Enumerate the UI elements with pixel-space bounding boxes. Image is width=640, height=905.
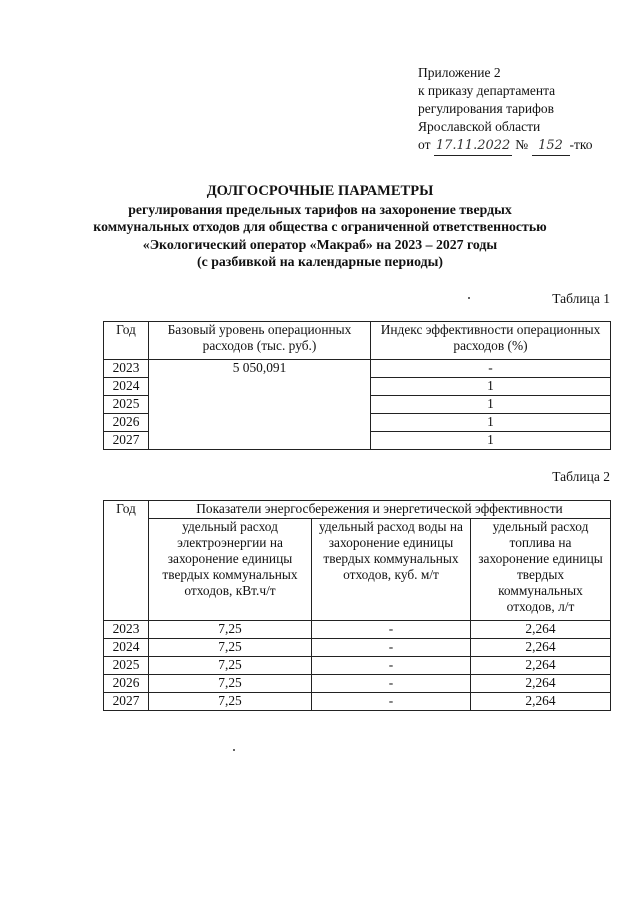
year-cell: 2026 — [104, 675, 149, 693]
header-electricity: удельный расход электроэнергии на захоронение единицы твердых коммунальных отходов, кВт.ч/т — [149, 519, 312, 621]
water-cell: - — [312, 639, 471, 657]
appendix-line: регулирования тарифов — [418, 101, 555, 116]
appendix-line: Ярославской области — [418, 119, 541, 134]
table-row — [104, 639, 611, 657]
header-base-level: Базовый уровень операционных расходов (тыс. руб.) — [149, 322, 371, 360]
header-water: удельный расход воды на захоронение единицы твердых коммунальных отходов, куб. м/т — [312, 519, 471, 621]
water-cell: - — [312, 621, 471, 639]
index-cell: 1 — [371, 396, 611, 414]
scan-speck — [468, 297, 470, 299]
fuel-cell: 2,264 — [471, 657, 611, 675]
table-row — [104, 360, 611, 378]
year-cell: 2027 — [104, 693, 149, 711]
table-row — [104, 675, 611, 693]
appendix-block — [418, 64, 593, 156]
order-number-sign: № — [515, 137, 529, 152]
table2-caption: Таблица 2 — [552, 469, 610, 484]
electricity-cell: 7,25 — [149, 675, 312, 693]
scan-speck — [233, 749, 235, 751]
header-year: Год — [104, 501, 149, 621]
header-group: Показатели энергосбережения и энергетической эффективности — [149, 501, 611, 519]
order-date: 17.11.2022 — [434, 137, 512, 156]
table-row — [104, 693, 611, 711]
fuel-cell: 2,264 — [471, 693, 611, 711]
title-line: регулирования предельных тарифов на захоронение твердых — [128, 201, 512, 217]
year-cell: 2025 — [104, 657, 149, 675]
year-cell: 2024 — [104, 378, 149, 396]
document-title — [0, 183, 640, 271]
water-cell: - — [312, 693, 471, 711]
fuel-cell: 2,264 — [471, 621, 611, 639]
table1-caption: Таблица 1 — [552, 291, 610, 306]
year-cell: 2025 — [104, 396, 149, 414]
index-cell: - — [371, 360, 611, 378]
fuel-cell: 2,264 — [471, 639, 611, 657]
table-subheader-row — [104, 519, 611, 621]
year-cell: 2023 — [104, 360, 149, 378]
order-number: 152 — [532, 137, 570, 156]
electricity-cell: 7,25 — [149, 657, 312, 675]
appendix-line: Приложение 2 — [418, 65, 501, 80]
table-row — [104, 657, 611, 675]
header-year: Год — [104, 322, 149, 360]
water-cell: - — [312, 657, 471, 675]
order-prefix: от — [418, 137, 431, 152]
table-header-row — [104, 501, 611, 519]
index-cell: 1 — [371, 378, 611, 396]
table-energy-efficiency — [103, 500, 611, 711]
electricity-cell: 7,25 — [149, 621, 312, 639]
electricity-cell: 7,25 — [149, 639, 312, 657]
electricity-cell: 7,25 — [149, 693, 312, 711]
title-line: коммунальных отходов для общества с ограниченной ответственностью — [93, 219, 547, 235]
year-cell: 2027 — [104, 432, 149, 450]
year-cell: 2024 — [104, 639, 149, 657]
order-reference — [418, 136, 593, 156]
header-fuel: удельный расход топлива на захоронение единицы твердых коммунальных отходов, л/т — [471, 519, 611, 621]
base-level-cell: 5 050,091 — [149, 360, 371, 450]
order-suffix: -тко — [569, 137, 593, 152]
title-line: «Экологический оператор «Макраб» на 2023 – 2027 годы — [142, 236, 498, 252]
header-efficiency-index: Индекс эффективности операционных расходов (%) — [371, 322, 611, 360]
appendix-line: к приказу департамента — [418, 83, 556, 98]
title-main: ДОЛГОСРОЧНЫЕ ПАРАМЕТРЫ — [206, 183, 434, 199]
fuel-cell: 2,264 — [471, 675, 611, 693]
water-cell: - — [312, 675, 471, 693]
table-header-row — [104, 322, 611, 360]
table-opex — [103, 321, 611, 450]
table-row — [104, 621, 611, 639]
index-cell: 1 — [371, 432, 611, 450]
index-cell: 1 — [371, 414, 611, 432]
year-cell: 2026 — [104, 414, 149, 432]
title-line: (с разбивкой на календарные периоды) — [197, 254, 443, 270]
year-cell: 2023 — [104, 621, 149, 639]
